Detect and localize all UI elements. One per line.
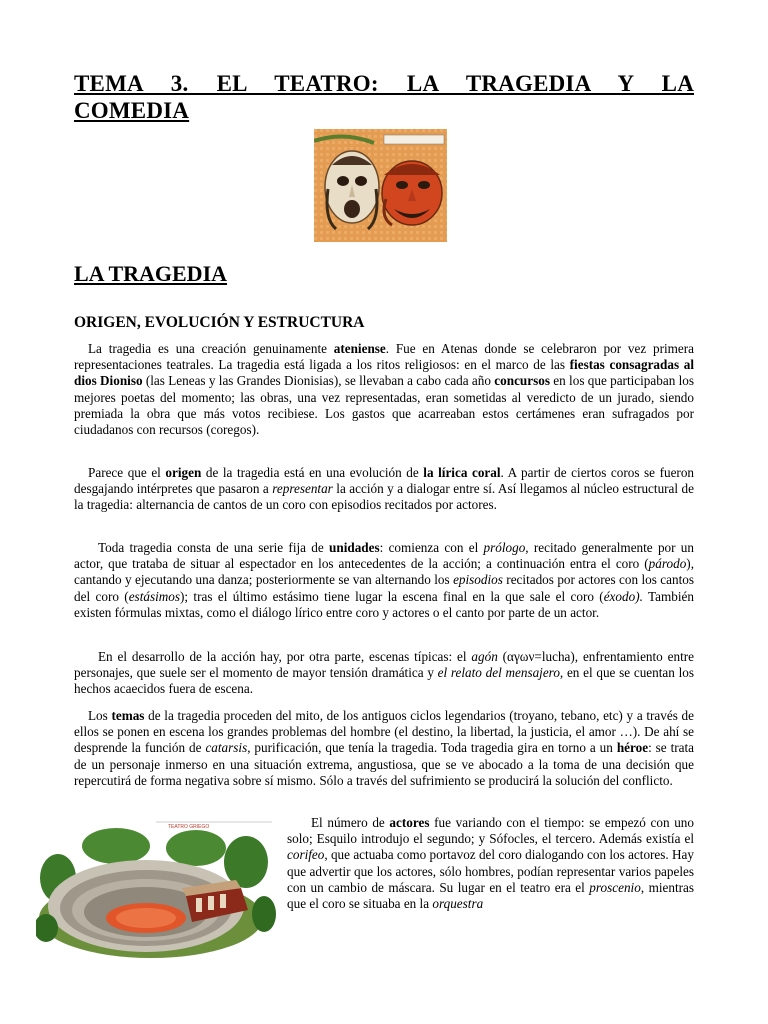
theater-illustration — [36, 818, 276, 960]
page-title — [74, 70, 694, 124]
paragraph-actors: El número de actores fue variando con el tiempo: se empezó con uno solo; Esquilo introdujo el segundo; y Sófocles, el tercero. Además existía el corifeo, que actuaba como portavoz del coro dialogando con los actores. Hay que advertir que los actores, sólo hombres, podían representar varios papeles con un cambio de máscara. Su lugar en el teatro era el proscenio, mientras que el coro se situaba en la orquestra — [287, 815, 694, 912]
section-title: LA TRAGEDIA — [74, 261, 228, 286]
paragraph-scenes: En el desarrollo de la acción hay, por otra parte, escenas típicas: el agón (αγων=lucha), enfrentamiento entre personajes, que suele ser el momento de mayor tensión dramática y el relato del mensajero, en el que se cuentan los hechos acaecidos fuera de escena. — [74, 649, 694, 697]
paragraph-themes: Los temas de la tragedia proceden del mito, de los antiguos ciclos legendarios (troyano, tebano, etc) y a través de ellos se ponen en escena los grandes problemas del hombre (el destino, la libertad, la justicia, el amor …). De ahí se desprende la función de catarsis, purificación, que tenía la tragedia. Toda tragedia gira en torno a un héroe: se trata de un personaje inmerso en una situación extrema, angustiosa, que se ve abocado a la toma de una decisión que repercutirá de forma negativa sobre sí mismo. Sólo a través del sufrimiento se producirá la solución del conflicto. — [74, 708, 695, 788]
paragraph-origin: La tragedia es una creación genuinamente ateniense. Fue en Atenas donde se celebraron por vez primera representaciones teatrales. La tragedia está ligada a los ritos religiosos: en el marco de las fiestas consagradas al dios Dioniso (las Leneas y las Grandes Dionisias), se llevaban a cabo cada año concursos en los que participaban los mejores poetas del momento; las obras, una vez representadas, eran sometidas al veredicto de un jurado, siendo premiada la obra que más votos recibiese. Los gastos que acarreaban estos certámenes eran sufragados por ciudadanos con recursos (coregos). — [74, 341, 694, 438]
title-line-2: COMEDIA — [74, 98, 190, 123]
greek-theater-image — [36, 818, 276, 960]
title-line-1: TEMA 3. EL TEATRO: LA TRAGEDIA Y LA — [74, 71, 694, 96]
paragraph-lyric: Parece que el origen de la tragedia está en una evolución de la lírica coral. A partir de ciertos coros se fueron desgajando intérpretes que pasaron a representar la acción y a dialogar entre sí. Así llegamos al núcleo estructural de la tragedia: alternancia de cantos de un coro con episodios recitados por actores. — [74, 465, 695, 513]
tragedy-comedy-masks-image — [314, 129, 447, 242]
masks-illustration — [314, 129, 447, 242]
paragraph-units: Toda tragedia consta de una serie fija de unidades: comienza con el prólogo, recitado generalmente por un actor, que trataba de situar al espectador en los antecedentes de la acción; a continuación entra el coro (párodo), cantando y ejecutando una danza; posteriormente se van alternando los episodios recitados por actores con los cantos del coro (estásimos); tras el último estásimo tiene lugar la escena final en la que sale el coro (éxodo). También existen fórmulas mixtas, como el diálogo lírico entre coro y actores o el canto por parte de un actor. — [74, 540, 695, 620]
theater-caption: TEATRO GRIEGO — [168, 824, 210, 830]
subheading: ORIGEN, EVOLUCIÓN Y ESTRUCTURA — [74, 314, 365, 331]
